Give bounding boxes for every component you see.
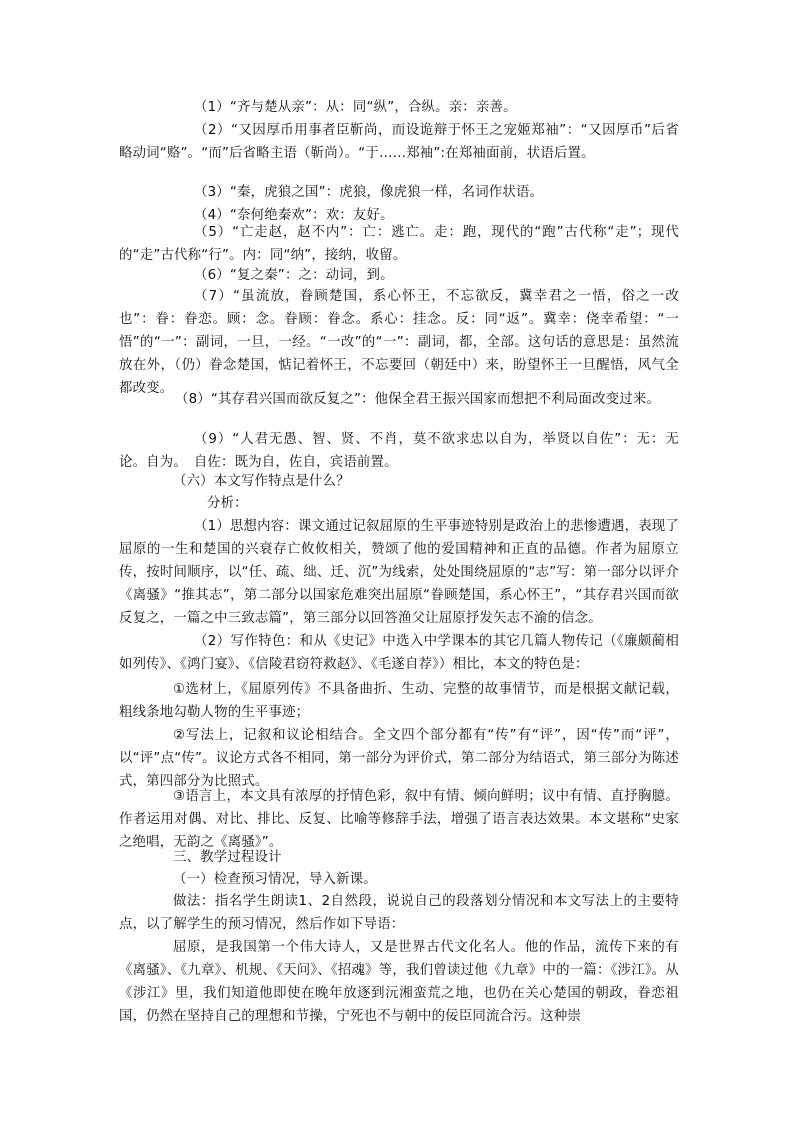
feature-method: ②写法上，记叙和议论相结合。全文四个部分都有“传”有“评”，因“传”而“评”，以“评”点“传”。议论方式各不相同，第一部分为评价式，第二部分为结语式，第三部分为陈述式，第四部分为比照式。 [119, 728, 679, 789]
method-description: 做法：指名学生朗读1、2自然段，说说自己的段落划分情况和本文写法上的主要特点，以了解学生的预习情况，然后作如下导语： [119, 894, 679, 932]
note-5: （5）“亡走赵，赵不内”：亡：逃亡。走：跑，现代的“跑”古代称“走”；现代的“走”古代称“行”。内：同“纳”，接纳，收留。 [119, 225, 679, 263]
analysis-label: 分析： [207, 496, 248, 511]
section-heading-writing-features: （六）本文写作特点是什么？ [173, 474, 350, 489]
note-7: （7）“虽流放，眷顾楚国，系心怀王，不忘欲反，冀幸君之一悟，俗之一改也”：眷：眷恋。顾：念。眷顾：眷念。系心：挂念。反：同“返”。冀幸：侥幸希望：“一悟”的“一”：副词，一旦，一经。“一改”的“一”：副词，都，全部。这句话的意思是：虽然流放在外，（仍）眷念楚国，惦记着怀王，不忘要回（朝廷中）来，盼望怀王一旦醒悟，风气全都改变。 [119, 289, 679, 396]
section-heading-teaching-process: 三、教学过程设计 [173, 850, 282, 865]
step-check-preview: （一）检查预习情况，导入新课。 [173, 872, 377, 887]
note-1: （1）“齐与楚从亲”：从：同“纵”，合纵。亲：亲善。 [194, 100, 517, 115]
note-4: （4）“奈何绝秦欢”：欢：友好。 [194, 208, 394, 223]
note-6: （6）“复之秦”：之：动词，到。 [194, 268, 394, 283]
intro-quyuan: 屈原，是我国第一个伟大诗人，又是世界古代文化名人。他的作品，流传下来的有《离骚》、《九章》、机规、《天问》、《招魂》等，我们曾读过他《九章》中的一篇：《涉江》。从《涉江》里，我们知道他即使在晚年放逐到沅湘蛮荒之地，也仍在关心楚国的朝政，眷恋祖国，仍然在坚持自己的理想和节操，宁死也不与朝中的佞臣同流合污。这种崇 [119, 940, 679, 1024]
note-2: （2）“又因厚币用事者臣靳尚，而设诡辩于怀王之宠姬郑袖”：“又因厚币”后省略动词“赂”。“而”后省略主语（靳尚）。“于……郑袖”:在郑袖面前，状语后置。 [119, 123, 679, 161]
note-9: （9）“人君无愚、智、贤、不肖，莫不欲求忠以自为，举贤以自佐”：无：无论。自为。 自佐：既为自，佐自，宾语前置。 [119, 432, 679, 470]
feature-material: ①选材上，《屈原列传》不具备曲折、生动、完整的故事情节，而是根据文献记载，粗线条地勾勒人物的生平事迹； [119, 682, 679, 720]
note-3: （3）“秦，虎狼之国”：虎狼，像虎狼一样，名词作状语。 [194, 185, 544, 200]
analysis-style: （2）写作特色：和从《史记》中选入中学课本的其它几篇人物传记（《廉颇蔺相如列传》、《鸿门宴》、《信陵君窃符救赵》、《毛遂自荐》）相比，本文的特色是： [119, 634, 679, 672]
note-8: （8）“其存君兴国而欲反复之”：他保全君王振兴国家而想把不利局面改变过来。 [175, 392, 661, 407]
feature-language: ③语言上，本文具有浓厚的抒情色彩，叙中有情、倾向鲜明；议中有情、直抒胸臆。作者运用对偶、对比、排比、反复、比喻等修辞手法，增强了语言表达效果。本文堪称“史家之绝唱，无韵之《离骚》”。 [119, 789, 679, 850]
analysis-content: （1）思想内容：课文通过记叙屈原的生平事迹特别是政治上的悲惨遭遇，表现了屈原的一生和楚国的兴衰存亡攸攸相关，赞颂了他的爱国精神和正直的品德。作者为屈原立传，按时间顺序，以“任、疏、绌、迁、沉”为线索，处处围绕屈原的“志”写：第一部分以评介《离骚》“推其志”，第二部分以国家危难突出屈原“眷顾楚国，系心怀王”，“其存君兴国而欲反复之，一篇之中三致志篇”，第三部分以回答渔父让屈原抒发矢志不渝的信念。 [119, 519, 679, 626]
